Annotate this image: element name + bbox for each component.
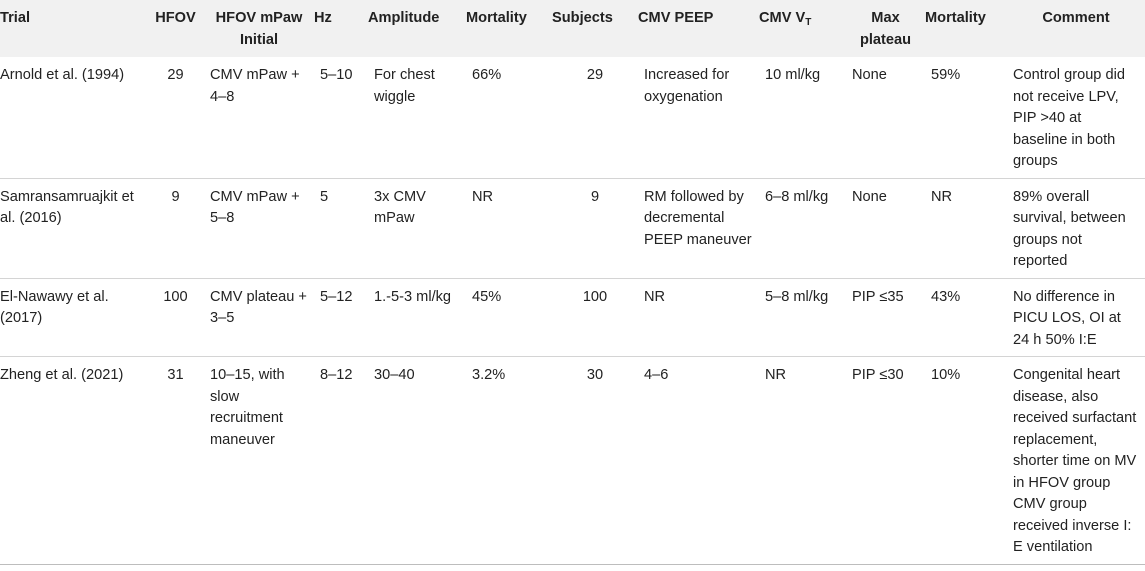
- cell-cmv-peep: NR: [644, 288, 666, 305]
- cell-mortality-hfov: 3.2%: [472, 367, 506, 383]
- header-hz: Hz: [314, 10, 332, 26]
- cell-max-plateau: PIP ≤30: [852, 367, 904, 383]
- cell-comment: Control group did not receive LPV, PIP >40 at baseline in both groups: [1013, 67, 1125, 169]
- table-row: [0, 178, 1145, 278]
- cell-cmv-peep: RM followed by decremental PEEP maneuver: [644, 188, 752, 248]
- cell-mortality-cmv: 59%: [931, 67, 961, 83]
- cell-cmv-vt: 5–8 ml/kg: [765, 288, 829, 305]
- cell-hfov: 100: [163, 288, 188, 305]
- header-cmv-vt-label: CMV V: [759, 10, 806, 26]
- cell-mortality-hfov: 66%: [472, 67, 502, 83]
- header-cmv-peep: CMV PEEP: [638, 10, 714, 26]
- cell-subjects: 30: [586, 367, 604, 383]
- cell-comment: 89% overall survival, between groups not reported: [1013, 188, 1126, 269]
- header-mortality-cmv: Mortality: [925, 10, 986, 26]
- cell-comment: Congenital heart disease, also received surfactant replacement, shorter time on MV in HFOV group CMV group received inverse I: E ventilation: [1013, 367, 1137, 555]
- cell-amplitude: For chest wiggle: [374, 67, 435, 105]
- cell-hz: 8–12: [320, 367, 353, 383]
- cell-hfov: 9: [171, 188, 180, 205]
- cell-hfov: 31: [167, 367, 184, 383]
- cell-amplitude: 1.-5-3 ml/kg: [374, 288, 452, 305]
- cell-mortality-cmv: NR: [931, 188, 953, 205]
- header-trial: Trial: [0, 10, 31, 26]
- cell-hfov-mpaw-initial: CMV mPaw + 5–8: [210, 188, 300, 226]
- header-max-plateau: Max plateau: [859, 10, 912, 48]
- header-mortality-hfov: Mortality: [466, 10, 527, 26]
- header-cmv-vt-subscript: T: [805, 17, 812, 28]
- cell-subjects: 100: [582, 288, 608, 305]
- table-row: [0, 57, 1145, 178]
- cell-comment: No difference in PICU LOS, OI at 24 h 50% I:E: [1013, 288, 1121, 348]
- cell-trial: El-Nawawy et al. (2017): [0, 288, 109, 326]
- cell-cmv-vt: 6–8 ml/kg: [765, 188, 829, 205]
- header-subjects: Subjects: [552, 10, 613, 26]
- table-row: [0, 357, 1145, 565]
- cell-hz: 5: [320, 188, 329, 205]
- cell-cmv-vt: NR: [765, 367, 787, 383]
- table-row: [0, 278, 1145, 357]
- cell-cmv-peep: Increased for oxygenation: [644, 67, 730, 105]
- cell-cmv-vt: 10 ml/kg: [765, 67, 821, 83]
- cell-amplitude: 30–40: [374, 367, 415, 383]
- cell-hfov: 29: [167, 67, 184, 83]
- cell-subjects: 29: [586, 67, 604, 83]
- table-header-row: [0, 0, 1145, 57]
- cell-amplitude: 3x CMV mPaw: [374, 188, 426, 226]
- cell-max-plateau: None: [852, 188, 887, 205]
- cell-trial: Arnold et al. (1994): [0, 67, 125, 83]
- header-hfov-mpaw-initial: HFOV mPaw Initial: [215, 10, 303, 48]
- cell-hz: 5–12: [320, 288, 353, 305]
- cell-mortality-hfov: 45%: [472, 288, 502, 305]
- cell-trial: Zheng et al. (2021): [0, 367, 124, 383]
- cell-cmv-peep: 4–6: [644, 367, 669, 383]
- cell-mortality-hfov: NR: [472, 188, 494, 205]
- cell-hfov-mpaw-initial: CMV mPaw + 4–8: [210, 67, 300, 105]
- cell-hz: 5–10: [320, 67, 353, 83]
- cell-max-plateau: None: [852, 67, 887, 83]
- cell-max-plateau: PIP ≤35: [852, 288, 904, 305]
- cell-hfov-mpaw-initial: CMV plateau + 3–5: [210, 288, 307, 326]
- header-hfov: HFOV: [155, 10, 196, 26]
- cell-trial: Samransamruajkit et al. (2016): [0, 188, 134, 226]
- cell-mortality-cmv: 10%: [931, 367, 961, 383]
- cell-subjects: 9: [590, 188, 600, 205]
- header-comment: Comment: [1042, 10, 1110, 26]
- cell-hfov-mpaw-initial: 10–15, with slow recruitment maneuver: [210, 367, 285, 448]
- header-amplitude: Amplitude: [368, 10, 440, 26]
- cell-mortality-cmv: 43%: [931, 288, 961, 305]
- header-cmv-vt: [759, 0, 846, 57]
